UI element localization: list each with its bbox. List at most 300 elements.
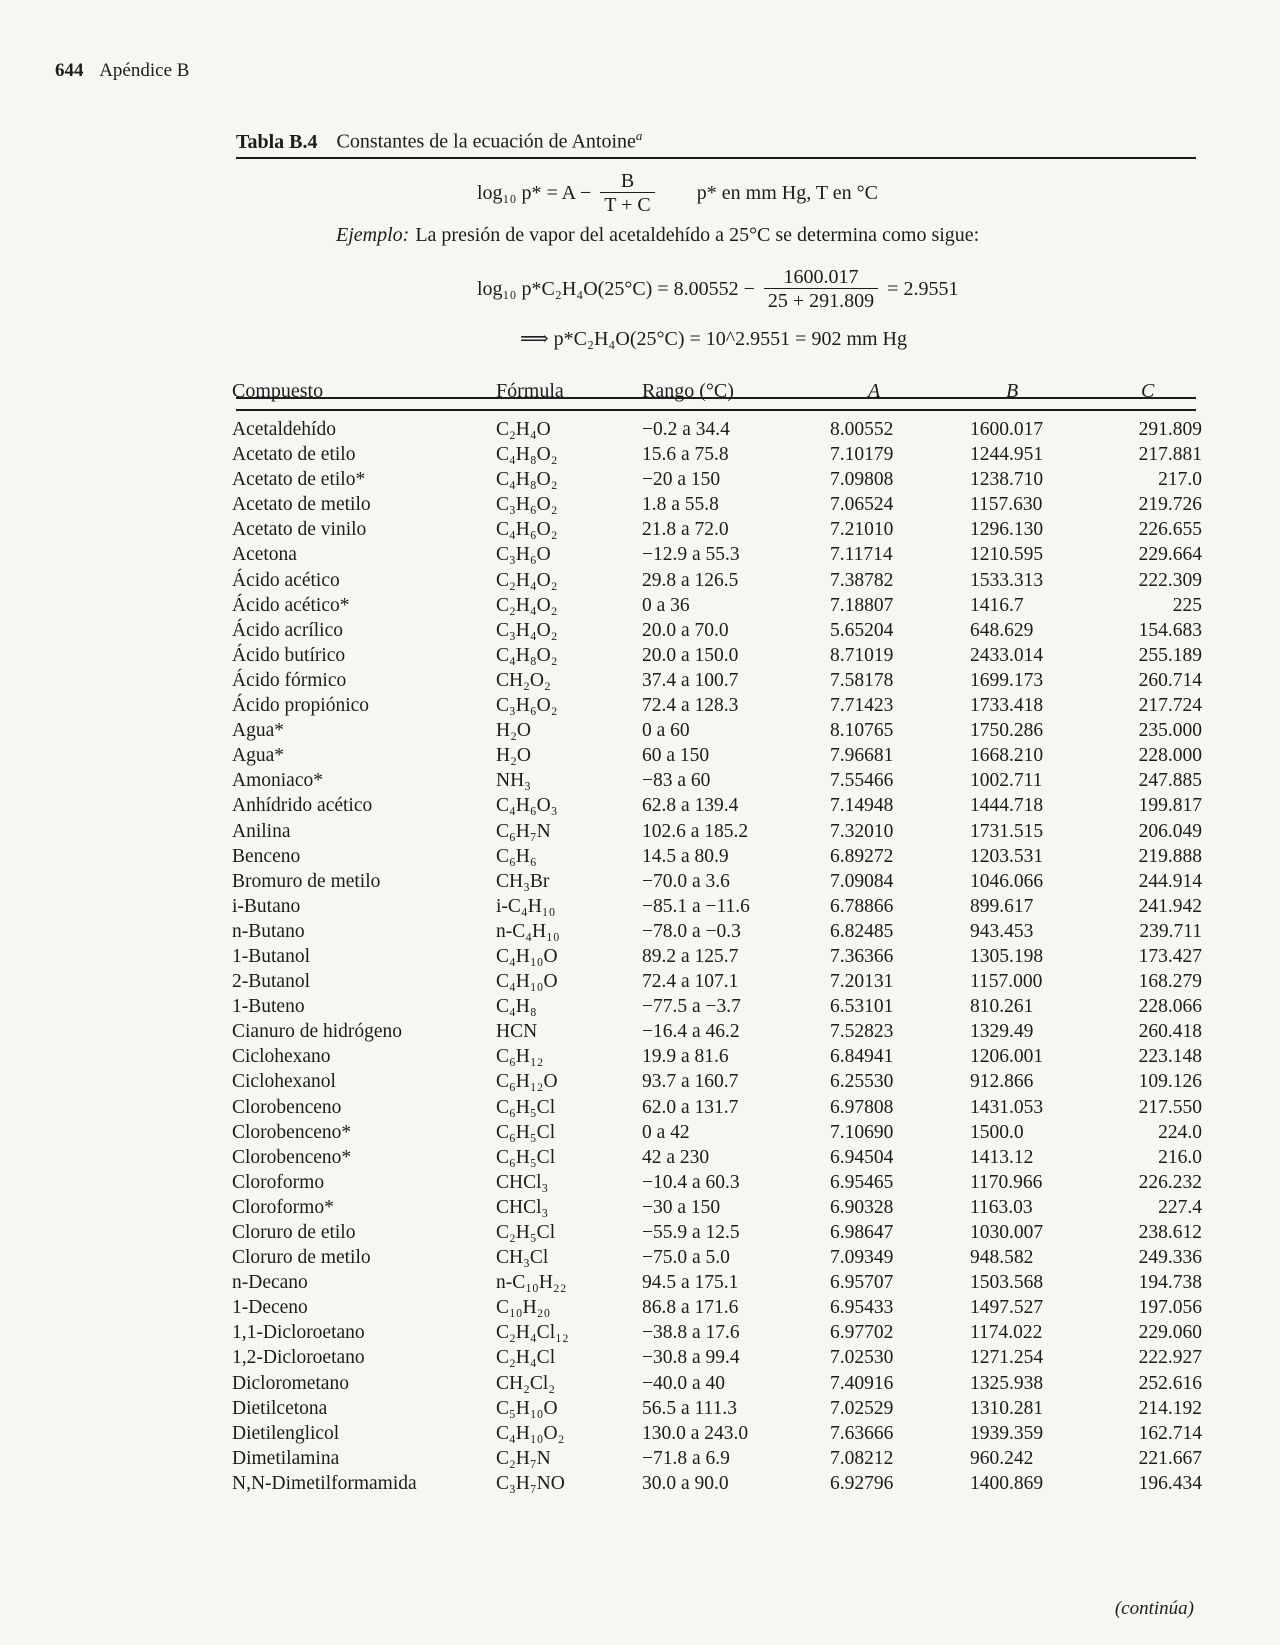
cell-b: 1500.0 <box>970 1121 1024 1143</box>
cell-a: 6.78866 <box>830 895 894 917</box>
table-title: Constantes de la ecuación de Antoine <box>336 130 636 153</box>
cell-name: Clorobenceno <box>232 1096 342 1118</box>
cell-c: 206.049 <box>1138 820 1202 842</box>
cell-a: 7.21010 <box>830 519 894 541</box>
table-row <box>232 1345 1202 1370</box>
cell-b: 1157.630 <box>970 494 1043 516</box>
cell-a: 7.63666 <box>830 1422 894 1444</box>
cell-c: 199.817 <box>1138 795 1202 817</box>
cell-b: 1497.527 <box>970 1297 1044 1319</box>
cell-a: 7.09084 <box>830 870 894 892</box>
cell-a: 8.00552 <box>830 419 894 440</box>
cell-c: 162.714 <box>1138 1422 1202 1444</box>
table-row <box>232 819 1202 844</box>
cell-b: 1733.418 <box>970 695 1044 717</box>
table-row <box>232 1295 1202 1320</box>
table-row <box>232 1120 1202 1145</box>
cell-name: 2-Butanol <box>232 971 310 993</box>
cell-a: 6.94504 <box>830 1146 894 1168</box>
cell-formula: C₂H₄O₂ <box>496 569 558 591</box>
cell-c: 196.434 <box>1138 1472 1202 1494</box>
cell-name: Ácido fórmico <box>232 669 347 691</box>
cell-b: 1533.313 <box>970 569 1044 591</box>
cell-formula: i-C₄H₁₀ <box>496 895 556 917</box>
cell-formula: C₄H₈O₂ <box>496 469 558 491</box>
cell-b: 1170.966 <box>970 1171 1043 1193</box>
cell-a: 7.08212 <box>830 1447 894 1469</box>
cell-name: Acetato de etilo <box>232 444 356 466</box>
example-description: La presión de vapor del acetaldehído a 25°C se determina como sigue: <box>415 224 980 246</box>
cell-name: Cianuro de hidrógeno <box>232 1021 403 1043</box>
table-note-mark: a <box>635 128 643 143</box>
cell-c: 219.888 <box>1138 845 1202 867</box>
cell-c: 241.942 <box>1138 895 1202 917</box>
cell-c: 109.126 <box>1138 1071 1202 1093</box>
cell-c: 217.724 <box>1138 695 1202 717</box>
table-label: Tabla B.4 <box>236 130 318 153</box>
table-row <box>232 542 1202 567</box>
cell-a: 7.06524 <box>830 494 894 516</box>
cell-b: 1271.254 <box>970 1347 1044 1369</box>
cell-range: 130.0 a 243.0 <box>642 1422 749 1444</box>
page-header <box>55 60 189 82</box>
cell-formula: C₆H₇N <box>496 820 551 842</box>
cell-c: 219.726 <box>1138 494 1202 516</box>
cell-name: Acetona <box>232 544 297 566</box>
cell-formula: C₆H₅Cl <box>496 1121 556 1143</box>
cell-a: 7.02530 <box>830 1347 894 1369</box>
table-row <box>232 718 1202 743</box>
cell-range: −75.0 a 5.0 <box>642 1247 730 1269</box>
cell-name: 1-Deceno <box>232 1297 308 1319</box>
table-row <box>232 944 1202 969</box>
cell-c: 222.927 <box>1138 1347 1202 1369</box>
table-row <box>232 969 1202 994</box>
cell-c: 226.655 <box>1138 519 1202 541</box>
cell-formula: C₃H₆O <box>496 544 551 566</box>
cell-name: Acetato de metilo <box>232 494 371 516</box>
cell-b: 1174.022 <box>970 1322 1043 1344</box>
col-rango: Rango (°C) <box>642 380 734 402</box>
cell-name: Dimetilamina <box>232 1447 340 1469</box>
equation-numerator: B <box>600 170 654 193</box>
cell-name: Ácido butírico <box>232 644 346 666</box>
cell-range: −40.0 a 40 <box>642 1372 726 1394</box>
table-row <box>232 618 1202 643</box>
cell-range: 102.6 a 185.2 <box>642 820 749 842</box>
cell-a: 6.53101 <box>830 996 894 1018</box>
cell-range: −12.9 a 55.3 <box>642 544 740 566</box>
table-body <box>232 417 1202 1496</box>
cell-c: 260.714 <box>1138 669 1202 691</box>
cell-formula: C₃H₄O₂ <box>496 619 558 641</box>
cell-name: Dietilenglicol <box>232 1422 340 1444</box>
cell-c: 224.0 <box>1158 1121 1202 1143</box>
col-formula: Fórmula <box>496 380 564 402</box>
cell-c: 217.550 <box>1138 1096 1202 1118</box>
calc-denominator: 25 + 291.809 <box>767 290 875 312</box>
table-caption <box>236 128 642 154</box>
cell-range: −20 a 150 <box>642 469 721 491</box>
cell-b: 1503.568 <box>970 1272 1044 1294</box>
equation-units: p* en mm Hg, T en °C <box>696 182 878 204</box>
col-c: C <box>1141 380 1155 402</box>
cell-b: 1238.710 <box>970 469 1044 491</box>
cell-range: 89.2 a 125.7 <box>642 945 739 967</box>
cell-range: −16.4 a 46.2 <box>642 1021 740 1043</box>
table-row <box>232 492 1202 517</box>
calc-fraction <box>764 266 878 313</box>
cell-name: Acetato de vinilo <box>232 519 367 541</box>
cell-c: 255.189 <box>1138 644 1202 666</box>
cell-formula: C₆H₆ <box>496 845 537 867</box>
cell-a: 7.36366 <box>830 945 894 967</box>
cell-name: 1-Buteno <box>232 996 305 1018</box>
col-b: B <box>1006 380 1019 402</box>
cell-name: n-Butano <box>232 920 305 942</box>
cell-name: Ácido acético* <box>232 594 350 616</box>
cell-b: 912.866 <box>970 1071 1034 1093</box>
cell-range: 56.5 a 111.3 <box>642 1397 737 1419</box>
cell-a: 6.95465 <box>830 1171 894 1193</box>
table-row <box>232 1320 1202 1345</box>
cell-formula: C₂H₅Cl <box>496 1222 556 1243</box>
col-compuesto: Compuesto <box>232 380 324 402</box>
cell-range: 0 a 42 <box>642 1121 690 1143</box>
cell-c: 216.0 <box>1158 1146 1202 1168</box>
cell-a: 7.52823 <box>830 1021 894 1043</box>
cell-a: 7.02529 <box>830 1397 894 1419</box>
cell-a: 6.92796 <box>830 1472 894 1494</box>
cell-b: 1413.12 <box>970 1146 1034 1168</box>
cell-range: 21.8 a 72.0 <box>642 519 729 541</box>
table-row <box>232 1170 1202 1195</box>
calc-result: = 2.9551 <box>887 278 959 300</box>
cell-formula: C₄H₈O₂ <box>496 444 558 466</box>
cell-b: 1296.130 <box>970 519 1044 541</box>
cell-formula: C₃H₆O₂ <box>496 695 558 717</box>
cell-formula: HCN <box>496 1021 538 1043</box>
cell-c: 222.309 <box>1138 569 1202 591</box>
cell-c: 173.427 <box>1138 945 1202 967</box>
cell-formula: C₄H₁₀O₂ <box>496 1422 565 1444</box>
cell-a: 7.10690 <box>830 1121 894 1143</box>
cell-c: 217.881 <box>1138 444 1202 466</box>
cell-b: 1600.017 <box>970 419 1044 440</box>
cell-formula: H₂O <box>496 720 531 742</box>
cell-range: 29.8 a 126.5 <box>642 569 739 591</box>
cell-formula: CH₂O₂ <box>496 669 551 691</box>
cell-formula: C₄H₁₀O <box>496 971 558 993</box>
table-row <box>232 743 1202 768</box>
cell-name: Benceno <box>232 845 301 867</box>
cell-name: Acetato de etilo* <box>232 469 366 491</box>
cell-range: −71.8 a 6.9 <box>642 1447 730 1469</box>
cell-formula: C₄H₆O₂ <box>496 519 558 541</box>
cell-b: 960.242 <box>970 1447 1034 1469</box>
cell-a: 8.71019 <box>830 644 894 666</box>
cell-b: 1329.49 <box>970 1021 1034 1043</box>
cell-range: 20.0 a 70.0 <box>642 619 729 641</box>
cell-name: Anilina <box>232 820 291 842</box>
cell-c: 226.232 <box>1138 1171 1202 1193</box>
cell-b: 1310.281 <box>970 1397 1044 1419</box>
cell-a: 7.96681 <box>830 745 894 767</box>
cell-a: 6.97808 <box>830 1096 894 1118</box>
cell-formula: C₄H₈ <box>496 996 537 1018</box>
cell-c: 214.192 <box>1138 1397 1202 1419</box>
antoine-equation <box>477 170 878 217</box>
cell-b: 810.261 <box>970 996 1034 1018</box>
cell-range: 19.9 a 81.6 <box>642 1046 729 1068</box>
cell-formula: n-C₁₀H₂₂ <box>496 1272 567 1294</box>
table-row <box>232 1019 1202 1044</box>
cell-a: 6.25530 <box>830 1071 894 1093</box>
cell-name: Ácido acético <box>232 569 340 591</box>
table-row <box>232 1421 1202 1446</box>
table-row <box>232 467 1202 492</box>
cell-range: −30.8 a 99.4 <box>642 1347 740 1369</box>
cell-name: Cloruro de metilo <box>232 1247 371 1269</box>
cell-c: 247.885 <box>1138 770 1202 792</box>
cell-range: −0.2 a 34.4 <box>642 419 730 440</box>
cell-formula: CH₃Br <box>496 870 550 892</box>
cell-name: Ciclohexanol <box>232 1071 336 1093</box>
cell-b: 1699.173 <box>970 669 1044 691</box>
cell-formula: C₃H₇NO <box>496 1472 565 1494</box>
table-row <box>232 593 1202 618</box>
table-row <box>232 1195 1202 1220</box>
cell-formula: NH₃ <box>496 770 531 792</box>
cell-formula: C₆H₁₂ <box>496 1046 544 1068</box>
cell-a: 8.10765 <box>830 720 894 742</box>
cell-name: Cloroformo <box>232 1171 325 1193</box>
cell-range: −70.0 a 3.6 <box>642 870 730 892</box>
antoine-table <box>232 417 1202 1496</box>
cell-b: 1210.595 <box>970 544 1044 566</box>
cell-c: 221.667 <box>1138 1447 1202 1469</box>
cell-range: 15.6 a 75.8 <box>642 444 729 466</box>
cell-name: Ácido propiónico <box>232 695 370 717</box>
cell-a: 7.09808 <box>830 469 894 491</box>
cell-formula: C₂H₄O₂ <box>496 594 558 616</box>
cell-a: 6.82485 <box>830 920 894 942</box>
cell-c: 235.000 <box>1138 720 1202 742</box>
cell-name: 1-Butanol <box>232 945 310 967</box>
table-row <box>232 793 1202 818</box>
cell-b: 1750.286 <box>970 720 1044 742</box>
cell-range: 42 a 230 <box>642 1146 710 1168</box>
cell-a: 5.65204 <box>830 619 894 641</box>
cell-formula: C₂H₇N <box>496 1447 551 1469</box>
top-rule <box>236 157 1196 159</box>
cell-name: Agua* <box>232 720 284 742</box>
cell-a: 7.20131 <box>830 971 894 993</box>
cell-formula: CH₂Cl₂ <box>496 1372 556 1394</box>
cell-formula: CHCl₃ <box>496 1171 549 1193</box>
cell-a: 7.58178 <box>830 669 894 691</box>
cell-c: 225 <box>1172 594 1202 616</box>
calc-lhs: log₁₀ p*C₂H₄O(25°C) = 8.00552 − <box>477 278 755 300</box>
cell-formula: C₂H₄Cl₁₂ <box>496 1322 569 1344</box>
cell-a: 6.84941 <box>830 1046 894 1068</box>
table-row <box>232 668 1202 693</box>
cell-b: 1206.001 <box>970 1046 1044 1068</box>
cell-a: 7.09349 <box>830 1247 894 1269</box>
cell-a: 6.95433 <box>830 1297 894 1319</box>
table-row <box>232 1095 1202 1120</box>
cell-range: −10.4 a 60.3 <box>642 1171 740 1193</box>
cell-range: 1.8 a 55.8 <box>642 494 719 516</box>
cell-c: 168.279 <box>1138 971 1202 993</box>
example-calculation <box>477 266 958 313</box>
cell-range: 62.0 a 131.7 <box>642 1096 739 1118</box>
cell-range: 20.0 a 150.0 <box>642 644 739 666</box>
cell-c: 229.060 <box>1138 1322 1202 1344</box>
cell-name: Bromuro de metilo <box>232 870 381 892</box>
cell-range: −77.5 a −3.7 <box>642 996 741 1018</box>
table-row <box>232 517 1202 542</box>
cell-range: −30 a 150 <box>642 1196 721 1218</box>
cell-formula: CH₃Cl <box>496 1247 549 1269</box>
cell-a: 7.18807 <box>830 594 894 616</box>
cell-a: 7.40916 <box>830 1372 894 1394</box>
cell-range: 0 a 36 <box>642 594 690 616</box>
cell-b: 1002.711 <box>970 770 1043 792</box>
cell-a: 6.95707 <box>830 1272 894 1294</box>
cell-b: 1416.7 <box>970 594 1024 616</box>
cell-b: 1400.869 <box>970 1472 1044 1494</box>
cell-formula: C₁₀H₂₀ <box>496 1297 551 1319</box>
table-row <box>232 1145 1202 1170</box>
cell-formula: C₆H₁₂O <box>496 1071 558 1093</box>
cell-a: 6.98647 <box>830 1222 894 1243</box>
cell-b: 1305.198 <box>970 945 1044 967</box>
cell-b: 1244.951 <box>970 444 1044 466</box>
cell-c: 197.056 <box>1138 1297 1202 1319</box>
cell-c: 194.738 <box>1138 1272 1202 1294</box>
cell-formula: C₄H₆O₃ <box>496 795 558 817</box>
table-row <box>232 1270 1202 1295</box>
cell-c: 228.066 <box>1138 996 1202 1018</box>
cell-formula: C₆H₅Cl <box>496 1146 556 1168</box>
cell-b: 1030.007 <box>970 1222 1044 1243</box>
cell-name: Ácido acrílico <box>232 619 343 641</box>
cell-name: Anhídrido acético <box>232 795 373 817</box>
table-row <box>232 994 1202 1019</box>
cell-c: 238.612 <box>1138 1222 1202 1243</box>
cell-range: 72.4 a 107.1 <box>642 971 739 993</box>
cell-name: 1,2-Dicloroetano <box>232 1347 365 1369</box>
cell-range: 14.5 a 80.9 <box>642 845 729 867</box>
cell-range: 94.5 a 175.1 <box>642 1272 739 1294</box>
cell-range: 93.7 a 160.7 <box>642 1071 739 1093</box>
table-row <box>232 643 1202 668</box>
cell-name: Diclorometano <box>232 1372 349 1394</box>
cell-formula: n-C₄H₁₀ <box>496 920 560 942</box>
table-row <box>232 768 1202 793</box>
cell-name: Ciclohexano <box>232 1046 331 1068</box>
cell-name: n-Decano <box>232 1272 308 1294</box>
cell-range: −83 a 60 <box>642 770 711 792</box>
cell-range: −78.0 a −0.3 <box>642 920 741 942</box>
equation-lhs: log₁₀ p* = A − <box>477 182 592 204</box>
cell-formula: C₃H₆O₂ <box>496 494 558 516</box>
cell-b: 1444.718 <box>970 795 1044 817</box>
cell-c: 217.0 <box>1158 469 1202 491</box>
cell-name: Agua* <box>232 745 284 767</box>
cell-b: 1046.066 <box>970 870 1044 892</box>
cell-formula: C₄H₈O₂ <box>496 644 558 666</box>
cell-c: 260.418 <box>1138 1021 1202 1043</box>
cell-name: Cloruro de etilo <box>232 1222 356 1243</box>
page-number: 644 <box>55 60 84 81</box>
cell-formula: C₂H₄Cl <box>496 1347 556 1369</box>
cell-formula: C₆H₅Cl <box>496 1096 556 1118</box>
table-row <box>232 442 1202 467</box>
cell-formula: C₅H₁₀O <box>496 1397 558 1419</box>
cell-b: 1731.515 <box>970 820 1044 842</box>
example-label: Ejemplo: <box>336 224 410 246</box>
cell-b: 1163.03 <box>970 1196 1033 1218</box>
table-row <box>232 1371 1202 1396</box>
table-row <box>232 1446 1202 1471</box>
cell-b: 1939.359 <box>970 1422 1044 1444</box>
table-row <box>232 919 1202 944</box>
cell-range: −55.9 a 12.5 <box>642 1222 740 1243</box>
cell-range: 37.4 a 100.7 <box>642 669 739 691</box>
table-row <box>232 844 1202 869</box>
cell-b: 1668.210 <box>970 745 1044 767</box>
cell-a: 7.11714 <box>830 544 893 566</box>
cell-c: 229.664 <box>1138 544 1202 566</box>
table-row <box>232 1044 1202 1069</box>
calc-numerator: 1600.017 <box>764 266 878 289</box>
cell-name: Acetaldehído <box>232 419 336 440</box>
table-row <box>232 869 1202 894</box>
cell-a: 7.38782 <box>830 569 894 591</box>
cell-name: N,N-Dimetilformamida <box>232 1472 417 1494</box>
cell-c: 227.4 <box>1158 1196 1202 1218</box>
header-rule-bottom <box>236 409 1196 411</box>
cell-name: Dietilcetona <box>232 1397 328 1419</box>
cell-b: 1325.938 <box>970 1372 1044 1394</box>
cell-c: 291.809 <box>1138 419 1202 440</box>
example-text <box>336 224 979 247</box>
table-row <box>232 693 1202 718</box>
cell-b: 1431.053 <box>970 1096 1044 1118</box>
cell-formula: H₂O <box>496 745 531 767</box>
cell-b: 2433.014 <box>970 644 1044 666</box>
cell-name: Cloroformo* <box>232 1196 334 1218</box>
cell-a: 7.32010 <box>830 820 894 842</box>
cell-range: 30.0 a 90.0 <box>642 1472 729 1494</box>
cell-c: 223.148 <box>1138 1046 1202 1068</box>
table-row <box>232 568 1202 593</box>
cell-range: 60 a 150 <box>642 745 710 767</box>
equation-denominator: T + C <box>604 194 651 216</box>
cell-a: 7.55466 <box>830 770 894 792</box>
cell-a: 6.97702 <box>830 1322 894 1344</box>
cell-formula: C₂H₄O <box>496 419 551 440</box>
continued-note: (continúa) <box>1114 1598 1194 1619</box>
table-row <box>232 894 1202 919</box>
cell-c: 244.914 <box>1138 870 1202 892</box>
cell-c: 228.000 <box>1138 745 1202 767</box>
cell-c: 249.336 <box>1138 1247 1202 1269</box>
table-row <box>232 1069 1202 1094</box>
cell-range: 86.8 a 171.6 <box>642 1297 739 1319</box>
